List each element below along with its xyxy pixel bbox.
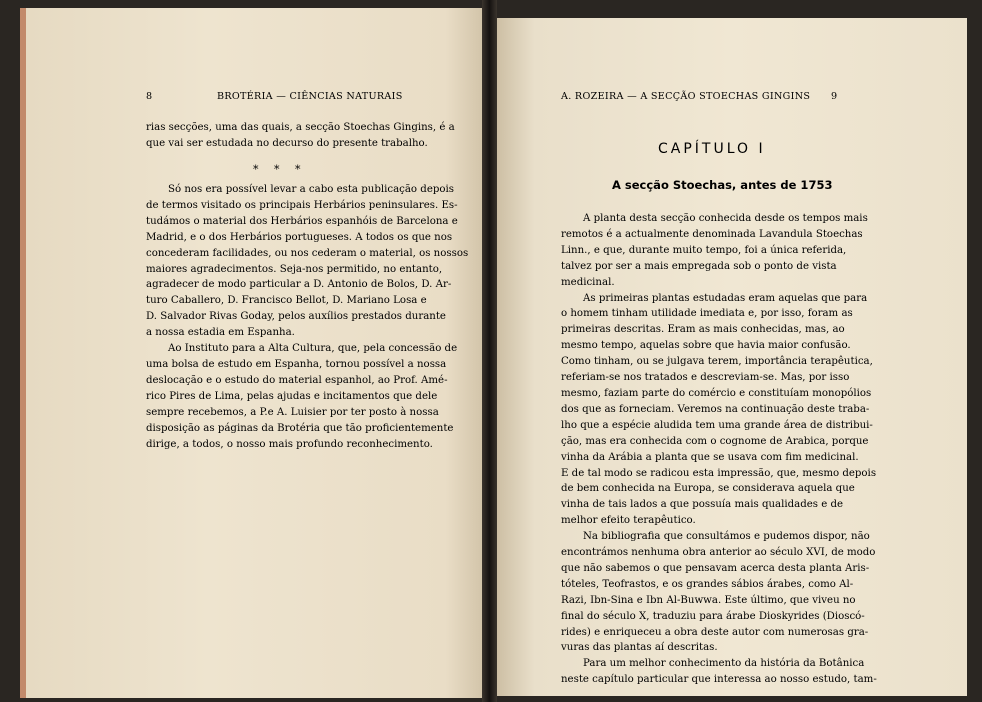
text-line: Madrid, e o dos Herbários portugueses. A todos os que nos <box>146 231 453 243</box>
text-line: talvez por ser a mais empregada sob o ponto de vista <box>561 260 837 272</box>
text-line: sempre recebemos, a P.e A. Luisier por ter posto à nossa <box>146 406 439 418</box>
text-line: Na bibliografia que consultámos e pudemos dispor, não <box>583 531 870 543</box>
left-text-block-1 <box>146 120 455 152</box>
text-line: tóteles, Teofrastos, e os grandes sábios árabes, como Al- <box>561 578 854 590</box>
text-line: de bem conhecida na Europa, se considerava aquela que <box>561 483 855 495</box>
text-line: rias secções, uma das quais, a secção Stoechas Gingins, é a <box>146 122 455 133</box>
text-line: que vai ser estudada no decurso do presente trabalho. <box>146 137 428 149</box>
text-line: vuras das plantas aí descritas. <box>561 642 718 654</box>
left-running-head: BROTÉRIA — CIÊNCIAS NATURAIS <box>217 91 403 102</box>
right-running-head: A. ROZEIRA — A SECÇÃO STOECHAS GINGINS <box>561 91 811 102</box>
text-line: rico Pires de Lima, pelas ajudas e incitamentos que dele <box>146 390 438 402</box>
text-line: rides) e enriqueceu a obra deste autor com numerosas gra- <box>561 626 869 638</box>
right-page-number: 9 <box>831 91 838 102</box>
text-line: lho que a espécie aludida tem uma grande área de distribui- <box>561 419 873 431</box>
text-line: D. Salvador Rivas Goday, pelos auxílios prestados durante <box>146 311 446 323</box>
left-text-block-2 <box>146 182 469 452</box>
text-line: deslocação e o estudo do material espanhol, ao Prof. Amé- <box>146 374 448 386</box>
text-line: mesmo, faziam parte do comércio e constituíam monopólios <box>561 387 872 399</box>
text-line: Só nos era possível levar a cabo esta publicação depois <box>168 184 454 195</box>
right-text-block <box>561 211 877 688</box>
text-line: vinha da Arábia a planta que se usava com fim medicinal. <box>561 451 859 463</box>
text-line: primeiras descritas. Eram as mais conhecidas, mas, ao <box>561 324 845 336</box>
text-line: final do século X, traduziu para árabe Dioskyrides (Dioscó- <box>561 610 865 622</box>
text-line: agradecer de modo particular a D. Antonio de Bolos, D. Ar- <box>146 279 452 291</box>
text-line: dirige, a todos, o nosso mais profundo reconhecimento. <box>146 438 433 450</box>
chapter-title: CAPÍTULO I <box>658 141 766 157</box>
text-line: medicinal. <box>561 276 615 288</box>
book-gutter <box>482 0 497 702</box>
text-line: Ao Instituto para a Alta Cultura, que, pela concessão de <box>168 343 458 355</box>
text-line: As primeiras plantas estudadas eram aquelas que para <box>583 292 868 304</box>
text-line: de termos visitado os principais Herbários peninsulares. Es- <box>146 199 458 211</box>
section-divider-stars: * * * <box>253 163 307 176</box>
text-line: Para um melhor conhecimento da história da Botânica <box>583 658 865 670</box>
text-line: ção, mas era conhecida com o cognome de Arabica, porque <box>561 435 869 447</box>
text-line: vinha de tais lados a que possuía mais qualidades e de <box>561 499 844 511</box>
text-line: Razi, Ibn-Sina e Ibn Al-Buwwa. Este último, que viveu no <box>561 594 856 606</box>
text-line: turo Caballero, D. Francisco Bellot, D. Mariano Losa e <box>146 295 427 307</box>
text-line: remotos é a actualmente denominada Lavandula Stoechas <box>561 228 863 240</box>
text-line: referiam-se nos tratados e descreviam-se. Mas, por isso <box>561 372 850 384</box>
text-line: encontrámos nenhuma obra anterior ao século XVI, de modo <box>561 547 876 559</box>
text-line: neste capítulo particular que interessa ao nosso estudo, tam- <box>561 674 877 686</box>
text-line: Linn., e que, durante muito tempo, foi a única referida, <box>561 244 847 256</box>
text-line: que não sabemos o que pensavam acerca desta planta Aris- <box>561 562 870 574</box>
text-line: tudámos o material dos Herbários espanhóis de Barcelona e <box>146 215 458 227</box>
text-line: concederam facilidades, ou nos cederam o material, os nossos <box>146 247 469 259</box>
text-line: disposição as páginas da Brotéria que tão proficientemente <box>146 422 454 434</box>
text-line: dos que as forneciam. Veremos na continuação deste traba- <box>561 403 870 415</box>
text-line: melhor efeito terapêutico. <box>561 515 696 527</box>
left-page-number: 8 <box>146 91 153 102</box>
text-line: mesmo tempo, aquelas sobre que havia maior confusão. <box>561 340 851 352</box>
section-title: A secção Stoechas, antes de 1753 <box>612 178 833 192</box>
text-line: A planta desta secção conhecida desde os tempos mais <box>583 213 868 224</box>
text-line: Como tinham, ou se julgava terem, importância terapêutica, <box>561 356 873 368</box>
text-line: E de tal modo se radicou esta impressão, que, mesmo depois <box>561 467 877 479</box>
text-line: maiores agradecimentos. Seja-nos permitido, no entanto, <box>146 263 443 275</box>
text-line: a nossa estadia em Espanha. <box>146 327 295 339</box>
text-line: o homem tinham utilidade imediata e, por isso, foram as <box>561 308 853 320</box>
text-line: uma bolsa de estudo em Espanha, tornou possível a nossa <box>146 358 447 370</box>
